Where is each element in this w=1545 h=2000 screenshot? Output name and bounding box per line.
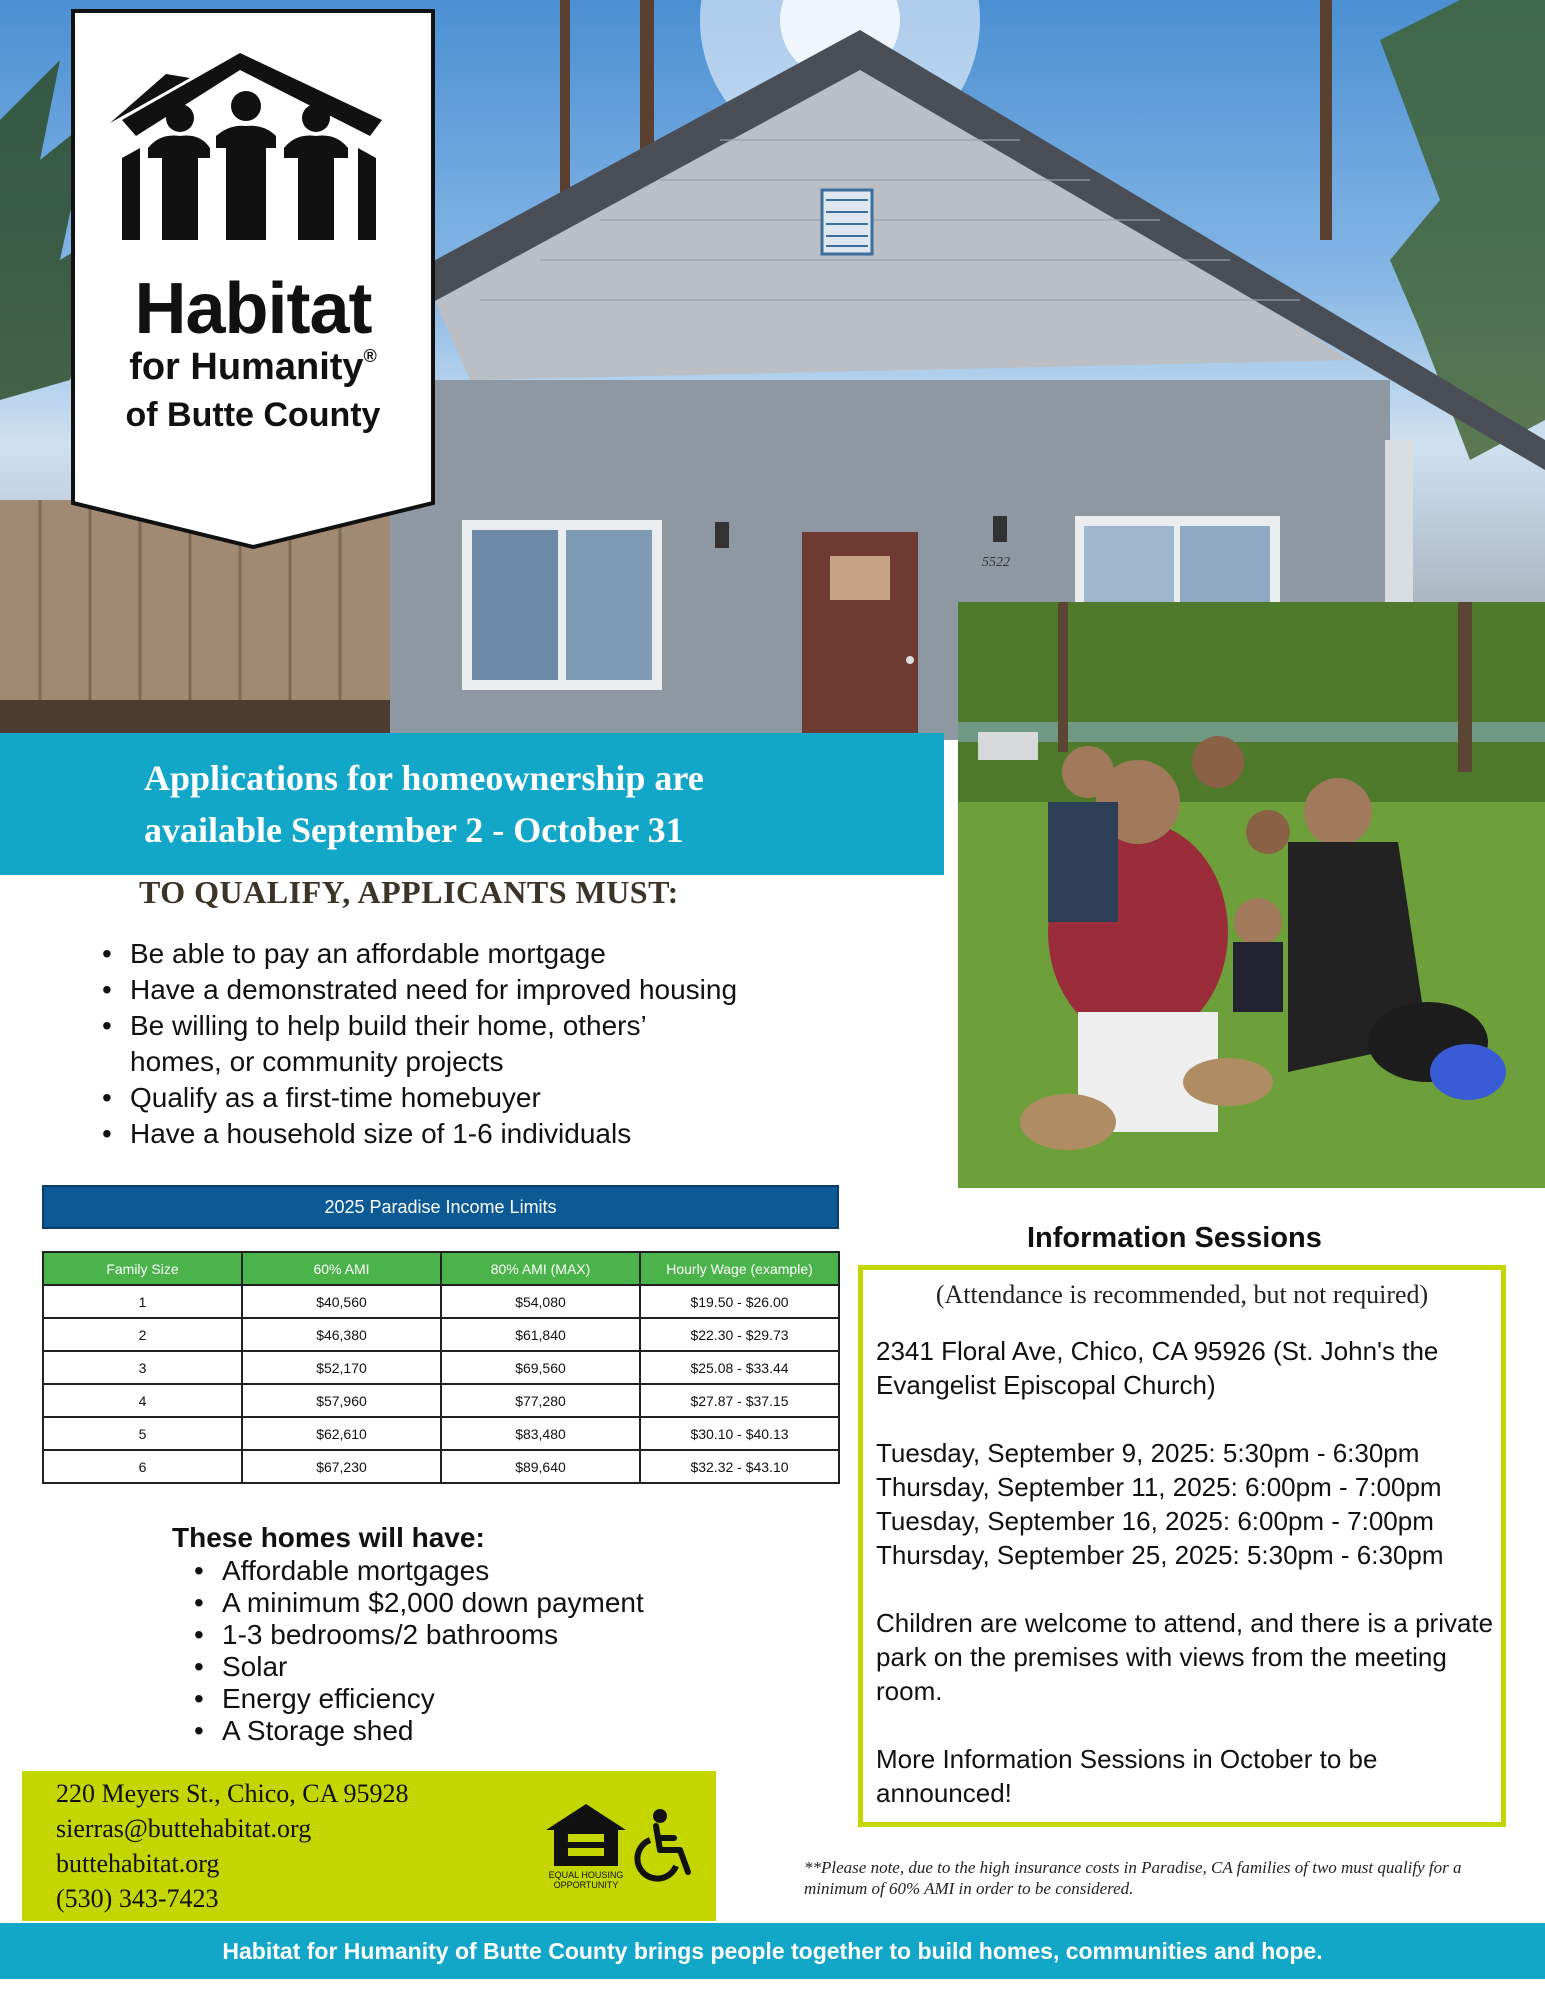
table-cell: $77,280	[441, 1384, 640, 1417]
wheelchair-accessible-icon	[634, 1808, 700, 1882]
info-sessions-body	[876, 1334, 1496, 1844]
tagline: Habitat for Humanity of Butte County brings people together to build homes, communities and hope.	[222, 1938, 1323, 1964]
contact-website[interactable]: buttehabitat.org	[56, 1849, 220, 1878]
list-item: • Have a household size of 1-6 individuals	[98, 1116, 818, 1152]
session-date: Tuesday, September 9, 2025: 5:30pm - 6:30pm	[876, 1438, 1420, 1468]
column-header: Hourly Wage (example)	[640, 1252, 839, 1285]
table-cell: $54,080	[441, 1285, 640, 1318]
column-header: Family Size	[43, 1252, 242, 1285]
eho-label-1: EQUAL HOUSING	[548, 1870, 624, 1880]
session-list	[876, 1436, 1496, 1572]
table-cell: 4	[43, 1384, 242, 1417]
table-cell: 1	[43, 1285, 242, 1318]
application-line-2: available September 2 - October 31	[144, 810, 684, 850]
table-cell: $61,840	[441, 1318, 640, 1351]
eho-label-2: OPPORTUNITY	[553, 1880, 619, 1890]
list-item: • A Storage shed	[190, 1715, 750, 1747]
list-item: • Qualify as a first-time homebuyer	[98, 1080, 818, 1116]
contact-info	[56, 1776, 408, 1916]
list-item: • A minimum $2,000 down payment	[190, 1587, 750, 1619]
qualify-heading: TO QUALIFY, APPLICANTS MUST:	[139, 874, 679, 910]
table-cell: $25.08 - $33.44	[640, 1351, 839, 1384]
family-photo	[958, 602, 1545, 1188]
homes-heading: These homes will have:	[172, 1522, 485, 1553]
logo-name: Habitat	[134, 269, 372, 349]
table-cell: 6	[43, 1450, 242, 1483]
table-cell: $57,960	[242, 1384, 441, 1417]
list-item: • 1-3 bedrooms/2 bathrooms	[190, 1619, 750, 1651]
attendance-note: (Attendance is recommended, but not required)	[935, 1280, 1429, 1309]
table-cell: $67,230	[242, 1450, 441, 1483]
equal-housing-icon	[544, 1800, 628, 1892]
habitat-logo	[70, 8, 436, 550]
children-note: Children are welcome to attend, and there is a private park on the premises with views from the meeting room.	[876, 1608, 1494, 1706]
application-line-1: Applications for homeownership are	[144, 758, 704, 798]
session-date: Tuesday, September 16, 2025: 6:00pm - 7:00pm	[876, 1506, 1434, 1536]
list-item: • Be willing to help build their home, others’ homes, or community projects	[98, 1008, 690, 1080]
list-item: • Affordable mortgages	[190, 1555, 750, 1587]
table-cell: $83,480	[441, 1417, 640, 1450]
table-cell: $32.32 - $43.10	[640, 1450, 839, 1483]
session-date: Thursday, September 11, 2025: 6:00pm - 7:00pm	[876, 1472, 1442, 1502]
table-cell: $46,380	[242, 1318, 441, 1351]
table-row	[43, 1417, 839, 1450]
contact-phone[interactable]: (530) 343-7423	[56, 1884, 219, 1913]
list-item: • Have a demonstrated need for improved housing	[98, 972, 818, 1008]
table-cell: $27.87 - $37.15	[640, 1384, 839, 1417]
house-number: 5522	[982, 555, 1010, 570]
more-sessions-note: More Information Sessions in October to be announced!	[876, 1744, 1378, 1808]
session-location: 2341 Floral Ave, Chico, CA 95926 (St. John's the Evangelist Episcopal Church)	[876, 1336, 1439, 1400]
info-sessions-heading: Information Sessions	[1027, 1222, 1322, 1254]
table-cell: $62,610	[242, 1417, 441, 1450]
table-cell: 5	[43, 1417, 242, 1450]
table-cell: $89,640	[441, 1450, 640, 1483]
homes-features-list	[190, 1555, 750, 1747]
application-dates	[144, 752, 934, 856]
table-cell: $30.10 - $40.13	[640, 1417, 839, 1450]
table-cell: $69,560	[441, 1351, 640, 1384]
income-table	[42, 1251, 840, 1484]
table-row	[43, 1285, 839, 1318]
contact-address: 220 Meyers St., Chico, CA 95928	[56, 1779, 409, 1808]
session-date: Thursday, September 25, 2025: 5:30pm - 6:30pm	[876, 1540, 1444, 1570]
column-header: 80% AMI (MAX)	[441, 1252, 640, 1285]
table-row	[43, 1450, 839, 1483]
insurance-footnote: **Please note, due to the high insurance costs in Paradise, CA families of two must qualify for a minimum of 60% AMI in order to be considered.	[804, 1858, 1462, 1898]
table-row	[43, 1318, 839, 1351]
income-table-title: 2025 Paradise Income Limits	[42, 1185, 839, 1229]
table-cell: $19.50 - $26.00	[640, 1285, 839, 1318]
table-row	[43, 1384, 839, 1417]
table-row	[43, 1351, 839, 1384]
table-header-row	[43, 1252, 839, 1285]
list-item: • Be able to pay an affordable mortgage	[98, 936, 818, 972]
table-cell: 3	[43, 1351, 242, 1384]
contact-email[interactable]: sierras@buttehabitat.org	[56, 1814, 312, 1843]
table-cell: $40,560	[242, 1285, 441, 1318]
table-cell: 2	[43, 1318, 242, 1351]
column-header: 60% AMI	[242, 1252, 441, 1285]
table-cell: $22.30 - $29.73	[640, 1318, 839, 1351]
table-cell: $52,170	[242, 1351, 441, 1384]
logo-location: of Butte County	[125, 396, 381, 434]
logo-subtitle: for Humanity®	[129, 346, 377, 388]
qualify-list	[98, 936, 818, 1152]
list-item: • Energy efficiency	[190, 1683, 750, 1715]
list-item: • Solar	[190, 1651, 750, 1683]
